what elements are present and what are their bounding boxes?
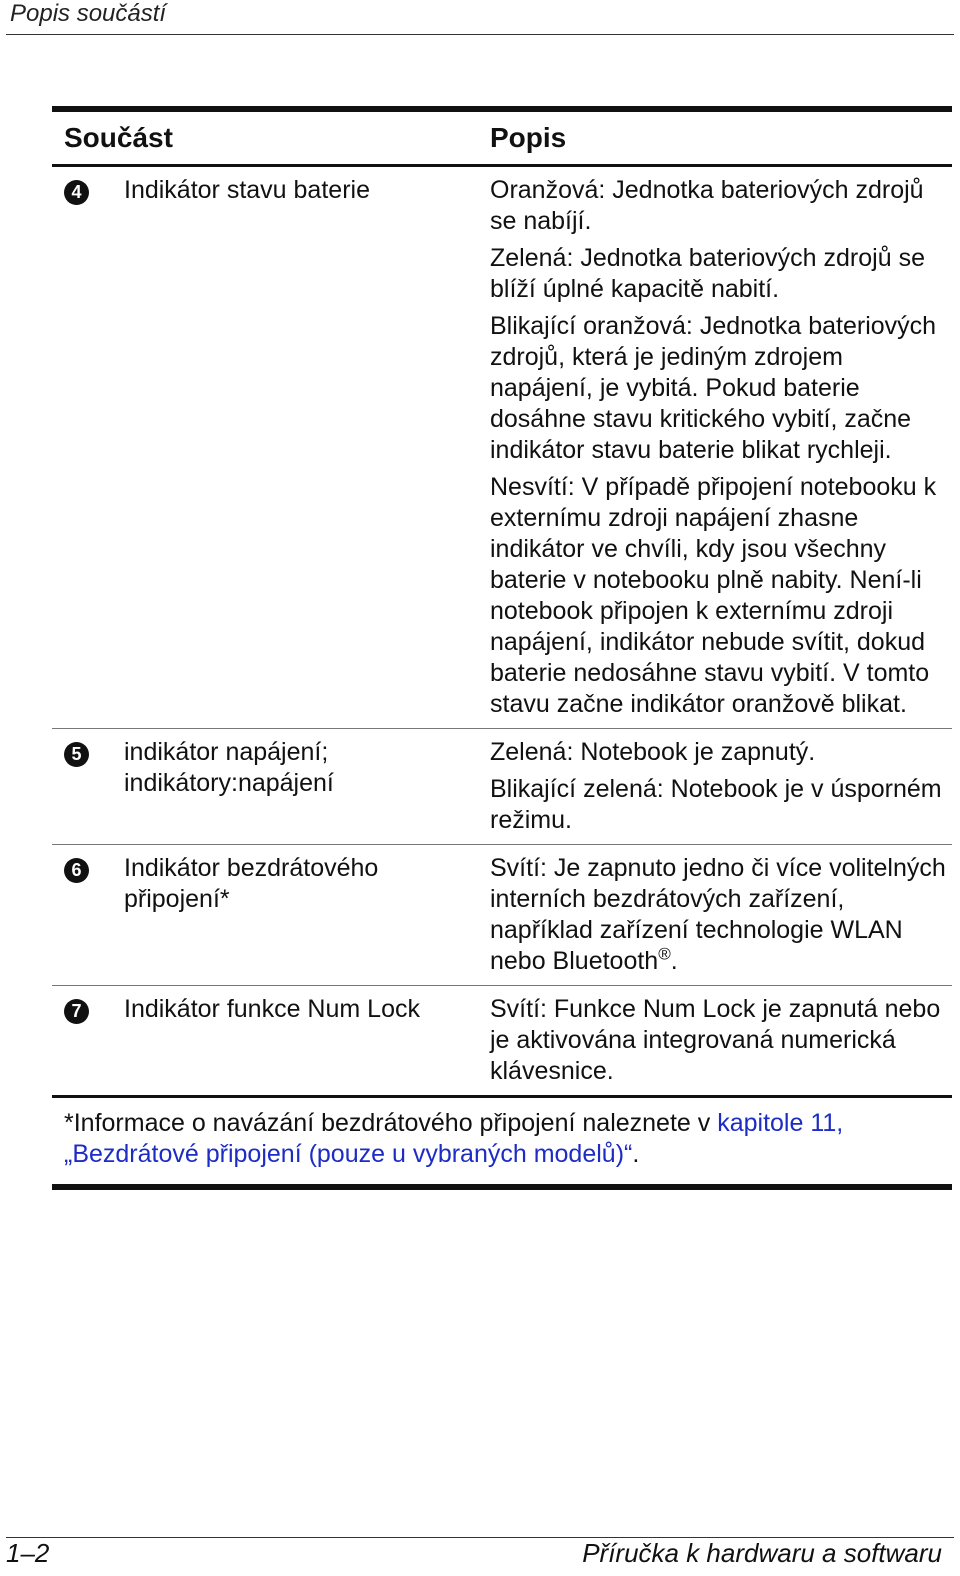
description-text: Svítí: Je zapnuto jedno či více volitelných interních bezdrátových zařízení, například zařízení technologie WLAN nebo Bluetooth — [490, 854, 946, 975]
description-paragraph: Nesvítí: V případě připojení notebooku k externímu zdroji napájení zhasne indikátor ve chvíli, kdy jsou všechny baterie v notebooku plně nabity. Není-li notebook připojen k externímu zdroji napájení, indikátor nebude svítit, dokud baterie nedosáhne stavu vybití. V tomto stavu začne indikátor oranžově blikat. — [490, 473, 937, 718]
component-name: indikátor napájení; indikátory:napájení — [124, 738, 334, 797]
component-name: Indikátor funkce Num Lock — [124, 995, 420, 1023]
table-row — [52, 845, 952, 986]
running-header: Popis součástí — [10, 0, 167, 27]
table-footnote — [52, 1098, 952, 1184]
component-name: Indikátor stavu baterie — [124, 176, 370, 204]
description-paragraph: Zelená: Jednotka bateriových zdrojů se blíží úplné kapacitě nabití. — [490, 244, 925, 303]
component-description — [478, 737, 952, 836]
header-rule — [6, 34, 954, 35]
component-table — [52, 106, 952, 1190]
component-description — [478, 853, 952, 977]
table-row — [52, 167, 952, 729]
table-row — [52, 986, 952, 1098]
callout-number-badge: 5 — [64, 742, 89, 767]
registered-mark: ® — [658, 944, 671, 964]
description-paragraph — [490, 853, 948, 977]
book-title: Příručka k hardwaru a softwaru — [582, 1538, 942, 1568]
component-description — [478, 175, 952, 720]
description-paragraph: Blikající oranžová: Jednotka bateriových zdrojů, která je jediným zdrojem napájení, je vybitá. Pokud baterie dosáhne stavu kritického vybití, začne indikátor stavu baterie blikat rychleji. — [490, 312, 937, 464]
column-header-component: Součást — [64, 122, 173, 153]
callout-number-badge: 4 — [64, 180, 89, 205]
description-end: . — [670, 947, 678, 975]
footnote-text: *Informace o navázání bezdrátového připojení naleznete v — [64, 1109, 718, 1137]
description-paragraph: Svítí: Funkce Num Lock je zapnutá nebo je aktivována integrovaná numerická klávesnice. — [490, 995, 941, 1085]
description-paragraph: Oranžová: Jednotka bateriových zdrojů se nabíjí. — [490, 176, 924, 235]
component-name: Indikátor bezdrátového připojení* — [124, 854, 379, 913]
description-paragraph: Zelená: Notebook je zapnutý. — [490, 738, 816, 766]
chapter-link[interactable]: kapitole 11, „Bezdrátové připojení (pouze u vybraných modelů)“ — [64, 1109, 844, 1168]
table-header — [52, 112, 952, 167]
footnote-end: . — [632, 1140, 640, 1168]
column-header-description: Popis — [490, 122, 567, 153]
callout-number-badge: 7 — [64, 999, 89, 1024]
description-paragraph: Blikající zelená: Notebook je v úsporném režimu. — [490, 775, 942, 834]
component-description — [478, 994, 952, 1087]
page-number: 1–2 — [6, 1538, 50, 1568]
callout-number-badge: 6 — [64, 858, 89, 883]
table-row — [52, 729, 952, 845]
